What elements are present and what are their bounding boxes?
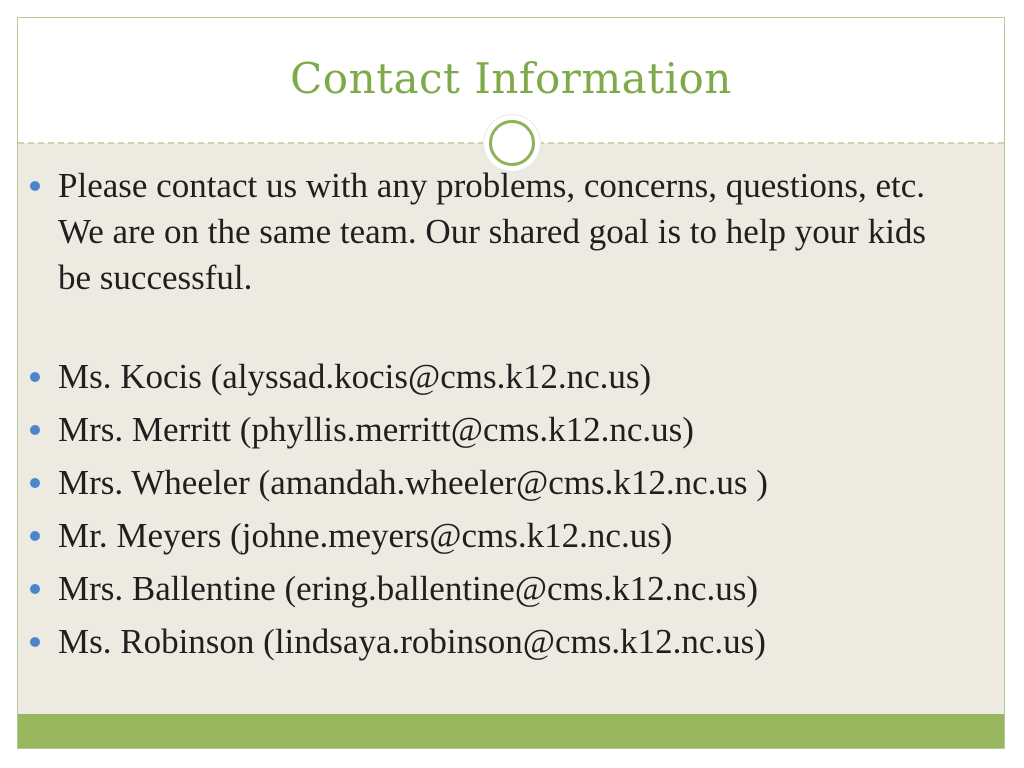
bullet-dot-icon bbox=[30, 425, 40, 435]
contact-item bbox=[28, 615, 958, 668]
intro-bullet bbox=[28, 163, 958, 301]
contact-text: Ms. Robinson (lindsaya.robinson@cms.k12.nc.us) bbox=[58, 622, 766, 661]
contact-text: Mr. Meyers (johne.meyers@cms.k12.nc.us) bbox=[58, 516, 673, 555]
bullet-dot-icon bbox=[30, 478, 40, 488]
footer-bar bbox=[18, 714, 1004, 748]
contact-text: Mrs. Wheeler (amandah.wheeler@cms.k12.nc.us ) bbox=[58, 463, 768, 502]
contact-text: Mrs. Ballentine (ering.ballentine@cms.k12.nc.us) bbox=[58, 569, 758, 608]
contact-text: Mrs. Merritt (phyllis.merritt@cms.k12.nc.us) bbox=[58, 410, 694, 449]
contact-list bbox=[28, 350, 958, 668]
circle-ornament-ring bbox=[489, 120, 535, 166]
bullet-dot-icon bbox=[30, 181, 40, 191]
contact-item bbox=[28, 562, 958, 615]
contact-item bbox=[28, 350, 958, 403]
contact-item bbox=[28, 509, 958, 562]
intro-text: Please contact us with any problems, concerns, questions, etc. We are on the same team. Our shared goal is to help your kids be successful. bbox=[58, 166, 927, 297]
slide-content bbox=[28, 163, 958, 668]
bullet-dot-icon bbox=[30, 584, 40, 594]
bullet-dot-icon bbox=[30, 637, 40, 647]
bullet-dot-icon bbox=[30, 372, 40, 382]
contact-item bbox=[28, 456, 958, 509]
slide-title: Contact Information bbox=[290, 54, 732, 103]
bullet-dot-icon bbox=[30, 531, 40, 541]
contact-item bbox=[28, 403, 958, 456]
contact-text: Ms. Kocis (alyssad.kocis@cms.k12.nc.us) bbox=[58, 357, 652, 396]
